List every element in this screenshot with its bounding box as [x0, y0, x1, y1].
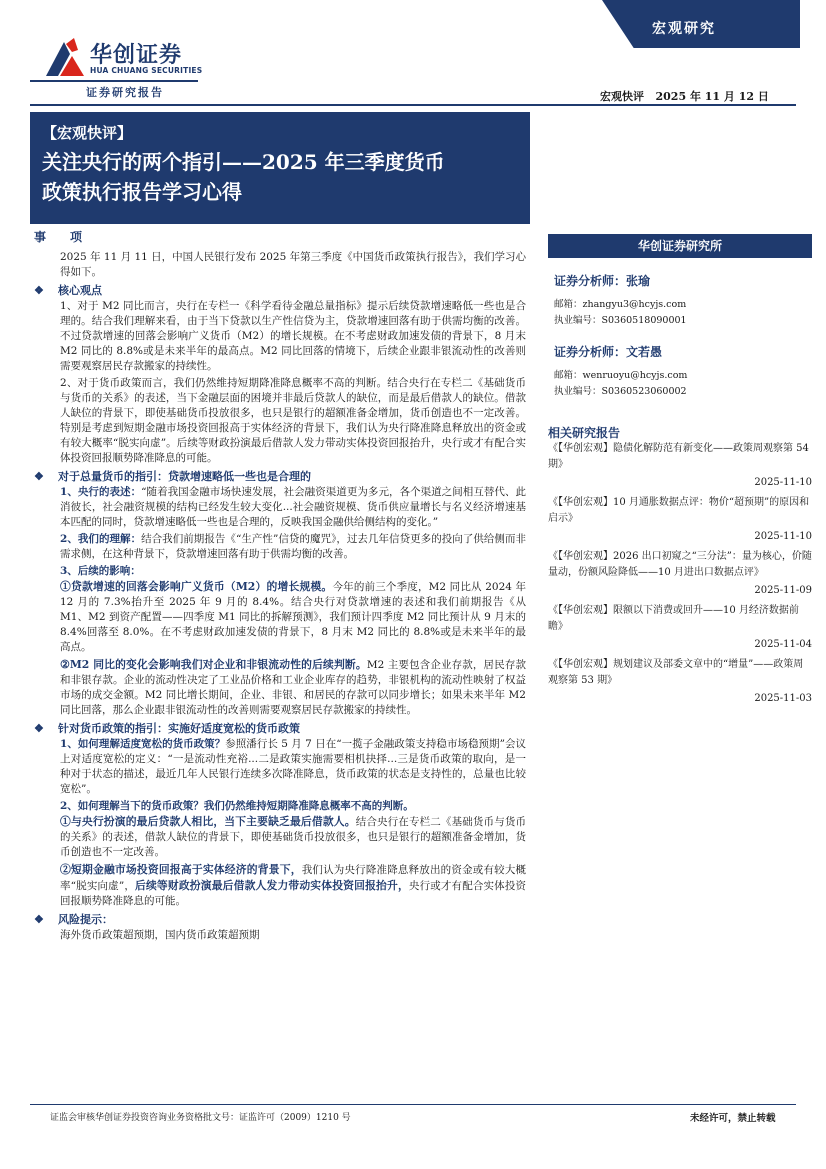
- s2-subheading-impact: 3、后续的影响：: [60, 565, 141, 577]
- title-tag: 【宏观快评】: [42, 124, 133, 142]
- event-paragraph: 2025 年 11 月 11 日，中国人民银行发布 2025 年第三季度《中国货币政策执行报告》，我们学习心得如下。: [60, 251, 526, 278]
- related-report-date: 2025-11-09: [754, 585, 812, 596]
- title-block: [30, 112, 530, 224]
- title-line-2: 政策执行报告学习心得: [42, 180, 242, 204]
- related-reports-title: 相关研究报告: [548, 426, 621, 440]
- logo-english: HUA CHUANG SECURITIES: [90, 66, 203, 75]
- diamond-bullet-icon: ❖: [34, 470, 44, 483]
- related-report-date: 2025-11-03: [754, 693, 812, 704]
- section-heading-total-money: ❖ 对于总量货币的指引：贷款增速略低一些也是合理的: [34, 470, 311, 483]
- header-divider: [30, 104, 796, 106]
- core-paragraph-2: 2、对于货币政策而言，我们仍然维持短期降准降息概率不高的判断。结合央行在专栏二《基础货币与货币的关系》的表述，当下金融层面的困境并非最后贷款人的缺位，而是最后借款人的缺位。借款人缺位的背景下，即使基础货币投放很多，也只是银行的超额准备金增加，货币创造也不一定改善。特别是考虑到短期金融市场投资回报高于实体经济的背景下，我们认为央行降准降息释放出的资金或有较大概率“脱实向虚”。后续等财政扮演最后借款人发力带动实体投资回报抬升，央行或才有配合实体投资回报顺势降准降息的可能。: [60, 377, 526, 464]
- event-heading: 事项: [34, 230, 107, 244]
- sidebar: [540, 234, 812, 711]
- related-report-item[interactable]: [540, 549, 812, 599]
- core-paragraph-1: 1、对于 M2 同比而言，央行在专栏一《科学看待金融总量指标》提示后续贷款增速略低一些也是合理的。结合我们理解来看，由于当下贷款以生产性信贷为主，贷款增速回落有助于供需均衡的改善。不过贷款增速的回落会影响广义货币（M2）的增长规模。在不考虑财政加速发债的背景下，8 月末 M2 同比的 8.8%或是未来半年的最高点。M2 同比回落的情境下，后续企业跟非银流动性的改善则需要观察居民存款搬家的持续性。: [60, 300, 526, 372]
- analyst-email: 邮箱：wenruoyu@hcyjs.com: [554, 370, 688, 381]
- main-content: [30, 228, 530, 943]
- related-report-item[interactable]: [540, 657, 812, 707]
- s2-paragraph-1: 1、央行的表述：“随着我国金融市场快速发展，社会融资渠道更为多元，各个渠道之间相互替代、此消彼长，社会融资规模的结构已经发生较大变化...社会融资规模、货币供应量增长与名义经济增速基本匹配的同时，贷款增速略低一些也是合理的，反映我国金融供给侧结构的变化。”: [60, 486, 526, 528]
- risk-paragraph: 海外货币政策超预期，国内货币政策超预期: [60, 929, 260, 941]
- institute-banner: 华创证券研究所: [548, 234, 812, 258]
- report-series: 证券研究报告: [86, 86, 164, 99]
- s3-paragraph-2a: ①与央行扮演的最后贷款人相比，当下主要缺乏最后借款人。结合央行在专栏二《基础货币与货币的关系》的表述，借款人缺位的背景下，即使基础货币投放很多，也只是银行的超额准备金增加，货币创造也不一定改善。: [60, 815, 527, 858]
- analyst-cert: 执业编号：S0360523060002: [554, 386, 687, 397]
- related-report-item[interactable]: [540, 441, 812, 491]
- report-date: 2025 年 11 月 12 日: [655, 90, 769, 103]
- section-heading-monetary-policy: ❖ 针对货币政策的指引：实施好适度宽松的货币政策: [34, 722, 300, 735]
- logo-chinese: 华创证券: [90, 43, 183, 68]
- core-heading: ❖ 核心观点: [34, 284, 102, 297]
- related-report-text: 《【华创宏观】限额以下消费或回升——10 月经济数据前瞻》: [548, 605, 799, 632]
- page-title: [42, 147, 518, 207]
- related-report-text: 《【华创宏观】隐债化解防范有新变化——政策周观察第 54 期》: [548, 443, 809, 470]
- company-logo: [44, 36, 204, 86]
- analyst-email: 邮箱：zhangyu3@hcyjs.com: [554, 299, 687, 310]
- category-tab-label: 宏观研究: [652, 21, 716, 37]
- s3-subheading-current-policy: 2、如何理解当下的货币政策？我们仍然维持短期降准降息概率不高的判断。: [60, 800, 414, 812]
- report-meta: [600, 88, 769, 104]
- related-report-date: 2025-11-10: [754, 531, 812, 542]
- related-report-item[interactable]: [540, 603, 812, 653]
- s2-paragraph-3b: ②M2 同比的变化会影响我们对企业和非银流动性的后续判断。M2 主要包含企业存款，居民存款和非银存款。企业的流动性决定了工业品价格和工业企业库存的趋势，非银机构的流动性映射了权益市场的成交金额。M2 同比增长期间，企业、非银、和居民的存款可以同步增长；如果未来半年 M2 同比回落，那么企业跟非银流动性的改善则需要观察居民存款搬家的持续性。: [60, 658, 526, 716]
- related-report-date: 2025-11-10: [754, 477, 812, 488]
- related-report-text: 《【华创宏观】规划建议及部委文章中的“增量”——政策周观察第 53 期》: [548, 659, 804, 686]
- related-report-text: 《【华创宏观】10 月通胀数据点评：物价“超预期”的原因和启示》: [548, 497, 810, 524]
- related-report-text: 《【华创宏观】2026 出口初窥之“三分法”：量为核心，价随量动，份额风险降低——10 月进出口数据点评》: [548, 551, 812, 578]
- s3-paragraph-1: 1、如何理解适度宽松的货币政策？参照潘行长 5 月 7 日在“一揽子金融政策支持稳市场稳预期”会议上对适度宽松的定义：“一是流动性充裕...二是政策实施需要相机抉择...三是货币政策的取向，是一种对于状态的描述，最近几年人民银行连续多次降准降息，货币政策的状态是支持性的，总量也比较宽松”。: [60, 738, 527, 795]
- diamond-bullet-icon: ❖: [34, 722, 44, 735]
- analyst-name: 证券分析师：张瑜: [554, 274, 651, 288]
- analyst-cert: 执业编号：S0360518090001: [554, 315, 687, 326]
- footer-divider: [30, 1104, 796, 1105]
- title-line-1: 关注央行的两个指引——2025 年三季度货币: [42, 150, 445, 174]
- footer-license: 证监会审核华创证券投资咨询业务资格批文号：证监许可（2009）1210 号: [50, 1113, 351, 1123]
- s2-paragraph-3a: ①贷款增速的回落会影响广义货币（M2）的增长规模。今年的前三个季度，M2 同比从 2024 年 12 月的 7.3%抬升至 2025 年 9 月的 8.4%。结合央行对贷款增速的表述和我们前期报告《从 M1、M2 到资产配置——四季度 M1 同比的拆解预测》，我们预计四季度 M2 同比预计从 9 月末的 8.4%回落至 8.0%。在不考虑财政加速发债的背景下，8 月末 M2 同比的 8.8%或是未来半年的最高点。: [60, 580, 527, 653]
- analyst-name: 证券分析师：文若愚: [554, 345, 663, 359]
- risk-heading: ❖ 风险提示：: [34, 913, 113, 926]
- related-report-item[interactable]: [540, 495, 812, 545]
- report-type: 宏观快评: [600, 90, 644, 103]
- related-report-date: 2025-11-04: [754, 639, 812, 650]
- logo-mark-icon: [44, 36, 86, 78]
- s2-paragraph-2: 2、我们的理解：结合我们前期报告《“生产性”信贷的魔咒》，过去几年信贷更多的投向了供给侧而非需求侧，在这种背景下，贷款增速回落有助于供需均衡的改善。: [60, 533, 526, 560]
- footer-notice: 未经许可，禁止转载: [690, 1113, 776, 1124]
- diamond-bullet-icon: ❖: [34, 913, 44, 926]
- s3-paragraph-2b: ②短期金融市场投资回报高于实体经济的背景下，我们认为央行降准降息释放出的资金或有较大概率“脱实向虚”，后续等财政扮演最后借款人发力带动实体投资回报抬升，央行或才有配合实体投资回报顺势降准降息的可能。: [60, 863, 527, 907]
- header-divider-short: [30, 80, 198, 82]
- diamond-bullet-icon: ❖: [34, 284, 44, 297]
